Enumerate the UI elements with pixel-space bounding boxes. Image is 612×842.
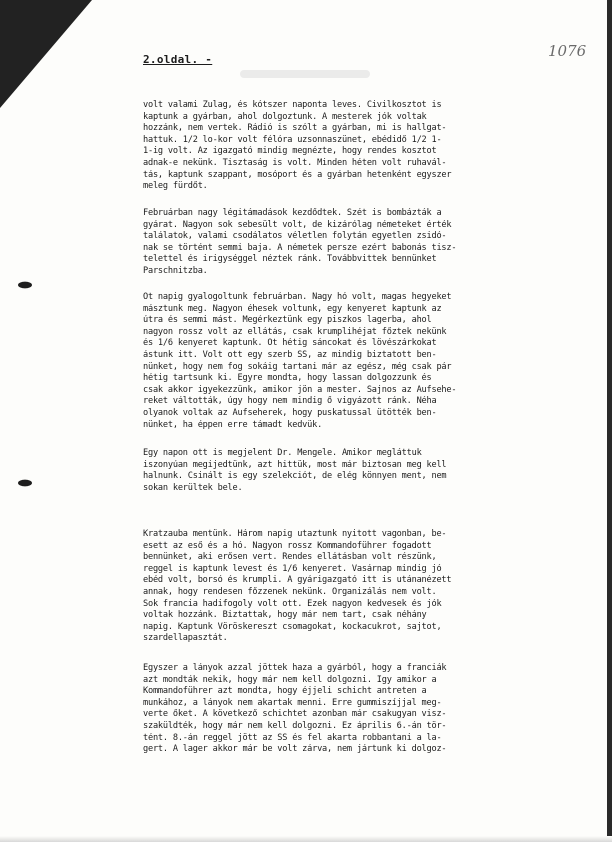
- text-line: találatok, valami csodálatos véletlen folytán egyetlen zsidó-: [143, 231, 447, 242]
- text-line: Parschnitzba.: [143, 265, 208, 276]
- text-line: szaküldték, hogy már nem kell dolgozni. Ez április 6.-án tör-: [143, 720, 447, 731]
- text-line: reggel is kaptunk levest és 1/6 kenyeret. Vasárnap mindig jó: [143, 563, 442, 574]
- text-line: nagyon rossz volt az ellátás, csak krumplihéjat főztek nekünk: [143, 326, 447, 337]
- text-line: voltak hozzánk. Biztattak, hogy már nem tart, csak néhány: [143, 610, 427, 621]
- text-line: adnak-e nekünk. Tisztaság is volt. Minden héten volt ruhavál-: [143, 157, 447, 168]
- text-line: tént. 8.-án reggel jött az SS és fel akarta robbantani a la-: [143, 732, 442, 743]
- text-line: reket váltották, úgy hogy nem mindig ő vigyázott ránk. Néha: [143, 396, 437, 407]
- text-line: Egyszer a lányok azzal jöttek haza a gyárból, hogy a franciák: [143, 663, 447, 673]
- text-line: iszonyúan megijedtünk, azt hittük, most már biztosan meg kell: [143, 459, 447, 470]
- text-line: Egy napon ott is megjelent Dr. Mengele. Amikor megláttuk: [143, 448, 422, 458]
- text-line: Kratzauba mentünk. Három napig utaztunk nyitott vagonban, be-: [143, 529, 447, 539]
- text-line: szardellapasztát.: [143, 633, 228, 644]
- text-line: napig. Kaptunk Vöröskereszt csomagokat, kockacukrot, sajtot,: [143, 621, 442, 632]
- text-line: Sok francia hadifogoly volt ott. Ezek nagyon kedvesek és jók: [143, 598, 442, 609]
- faded-smudge: [240, 70, 370, 78]
- paragraph: [143, 100, 585, 193]
- punch-hole-mark-icon: [16, 280, 34, 290]
- text-line: munkához, a lányok nem akartak menni. Erre gummiszíjjal meg-: [143, 697, 442, 708]
- text-line: és 1/6 kenyeret kaptunk. Öt hétig sáncokat és lövészárkokat: [143, 338, 437, 349]
- text-line: telettel és irigységgel néztek ránk. Továbbvittek bennünket: [143, 254, 437, 265]
- text-line: ebéd volt, borsó és krumpli. A gyárigazgató itt is utánanézett: [143, 575, 452, 586]
- text-line: nak se történt semmi baja. A németek persze ezért babonás tisz-: [143, 242, 457, 253]
- text-line: azt mondták nekik, hogy már nem kell dolgozni. Így amikor a: [143, 674, 437, 685]
- text-line: hétig tartsunk ki. Egyre mondta, hogy lassan dolgozzunk és: [143, 373, 432, 384]
- scan-bottom-edge: [0, 836, 612, 842]
- text-line: olyanok voltak az Aufseherek, hogy puskatussal ütötték ben-: [143, 407, 437, 418]
- text-line: ástunk itt. Volt ott egy szerb SS, az mindig biztatott ben-: [143, 349, 437, 360]
- paragraph: [143, 292, 585, 431]
- page-label: 2.oldal. -: [143, 53, 213, 66]
- text-line: halnunk. Csinált is egy szelekciót, de elég könnyen ment, nem: [143, 471, 447, 482]
- handwritten-page-number: 1076: [548, 42, 587, 60]
- text-line: Februárban nagy légitámadások kezdődtek. Szét is bombázták a: [143, 208, 442, 218]
- text-line: gert. A lager akkor már be volt zárva, nem jártunk ki dolgoz-: [143, 744, 447, 755]
- text-line: Kommandoführer azt mondta, hogy éjjeli schicht antreten a: [143, 686, 427, 697]
- text-line: sokan kerültek bele.: [143, 482, 243, 493]
- text-line: meleg fürdőt.: [143, 181, 208, 192]
- text-line: nünket, ha éppen erre támadt kedvük.: [143, 419, 323, 430]
- text-line: bennünket, aki erősen vert. Rendes ellátásban volt részünk,: [143, 552, 437, 563]
- punch-hole-mark-icon: [16, 478, 34, 488]
- text-line: gyárat. Nagyon sok sebesült volt, de kizárólag németeket érték: [143, 219, 452, 230]
- text-line: útra és semmi mást. Megérkeztünk egy piszkos lagerba, ahol: [143, 315, 432, 326]
- text-line: csak akkor igyekezzünk, amikor jön a mester. Sajnos az Aufsehe-: [143, 384, 457, 395]
- text-line: tás, kaptunk szappant, mosóport és a gyárban hetenként egyszer: [143, 169, 452, 180]
- text-line: Öt napig gyalogoltunk februárban. Nagy hó volt, magas hegyeket: [143, 292, 452, 302]
- text-line: 1-ig volt. Az igazgató mindig megnézte, hogy rendes kosztot: [143, 146, 437, 157]
- text-line: nünket, hogy nem fog sokáig tartani már az egész, még csak pár: [143, 361, 452, 372]
- text-line: másztunk meg. Nagyon éhesek voltunk, egy kenyeret kaptunk az: [143, 303, 442, 314]
- text-line: hozzánk, nem vertek. Rádió is szólt a gyárban, mi is hallgat-: [143, 123, 447, 134]
- text-line: verte őket. A következő schichtet azonban már csakugyan visz-: [143, 709, 447, 720]
- paragraph: [143, 529, 585, 645]
- text-line: volt valami Zulag, és kótszer naponta leves. Civilkosztot is: [143, 100, 442, 110]
- text-line: hattuk. 1/2 lo-kor volt félóra uzsonnaszünet, ebédidő 1/2 1-: [143, 134, 442, 145]
- paragraph: [143, 448, 585, 494]
- scan-right-edge: [607, 0, 612, 842]
- text-line: esett az eső és a hó. Nagyon rossz Kommandoführer fogadott: [143, 540, 432, 551]
- paragraph: [143, 663, 585, 756]
- paragraph: [143, 208, 585, 278]
- text-line: annak, hogy rendesen főzzenek nekünk. Organizálás nem volt.: [143, 586, 437, 597]
- text-line: kaptunk a gyárban, ahol dolgoztunk. A mesterek jók voltak: [143, 111, 427, 122]
